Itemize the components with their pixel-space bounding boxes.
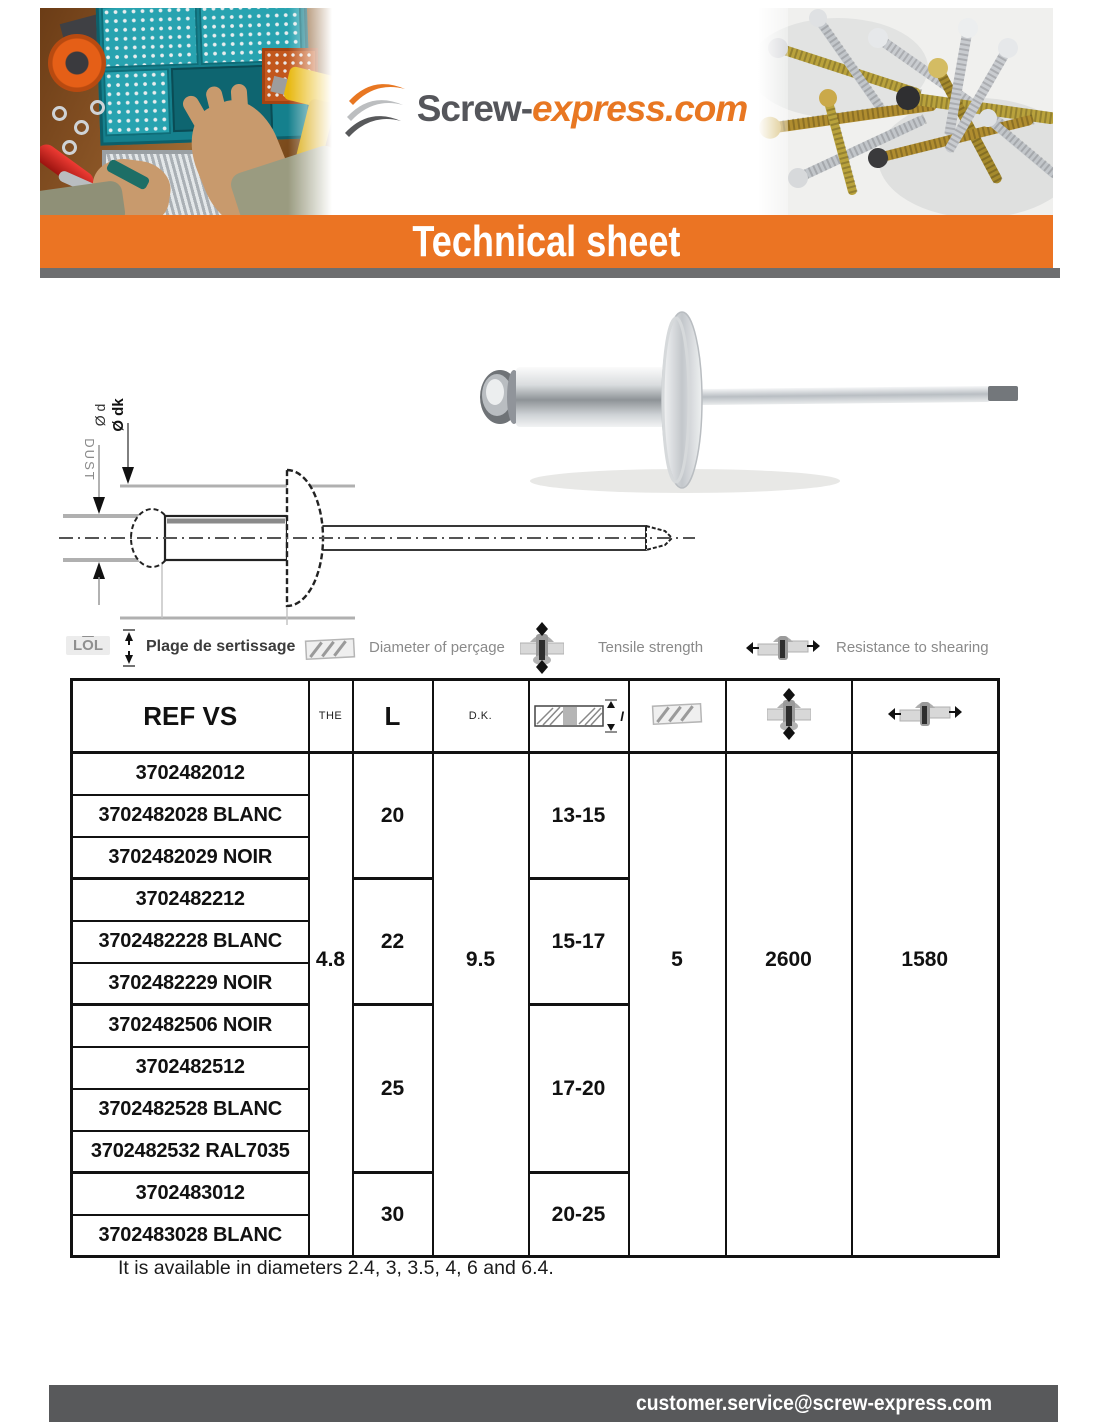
tensile-strength-icon <box>520 622 564 674</box>
stem-tip <box>988 386 1018 401</box>
banner <box>40 215 1053 268</box>
availability-note: It is available in diameters 2.4, 3, 3.5, 4, 6 and 6.4. <box>118 1257 554 1279</box>
col-header-l: L <box>353 680 433 753</box>
tensile-value-cell: 2600 <box>726 753 852 1257</box>
legend-tensile-label: Tensile strength <box>598 639 704 656</box>
rivet-technical-drawing <box>55 315 700 630</box>
screw-pile-photo <box>758 8 1053 215</box>
grip-value-cell: 13-15 <box>529 753 629 879</box>
dim-label-dk: Ø dk <box>110 398 127 432</box>
banner-title: Technical sheet <box>412 216 681 266</box>
the-value-cell: 4.8 <box>309 753 353 1257</box>
ref-cell: 3702482029 NOIR <box>72 837 309 879</box>
logo-text-screw: Screw- <box>416 87 533 129</box>
col-header-tensile <box>726 680 852 753</box>
legend-drill-label: Diameter of perçage <box>369 639 505 656</box>
legend-grip-label: Plage de sertissage <box>146 638 296 655</box>
grip-value-cell: 17-20 <box>529 1005 629 1173</box>
grip-value-cell: 15-17 <box>529 879 629 1005</box>
screw-pile-art <box>758 8 1053 215</box>
col-header-dk: D.K. <box>433 680 529 753</box>
drill-diameter-icon <box>649 701 705 727</box>
shear-resistance-icon <box>888 696 962 732</box>
ref-cell: 3702482528 BLANC <box>72 1089 309 1131</box>
shear-value-cell: 1580 <box>852 753 999 1257</box>
legend-shear-label: Resistance to shearing <box>836 639 989 656</box>
l-value-cell: 20 <box>353 753 433 879</box>
dim-label-dust: DUST <box>82 438 97 482</box>
shear-resistance-icon <box>746 630 820 666</box>
col-header-shear <box>852 680 999 753</box>
ref-cell: 3702483012 <box>72 1173 309 1215</box>
ref-cell: 3702483028 BLANC <box>72 1215 309 1257</box>
grip-range-code: $L\overline{O}L$ <box>66 636 110 655</box>
header-row <box>72 680 999 753</box>
ref-cell: 3702482012 <box>72 753 309 795</box>
spec-table <box>70 678 1000 1258</box>
logo-swoosh-icon <box>343 79 409 139</box>
ref-cell: 3702482229 NOIR <box>72 963 309 1005</box>
vertical-dimension-icon <box>120 628 138 668</box>
ref-cell: 3702482532 RAL7035 <box>72 1131 309 1173</box>
ref-cell: 3702482506 NOIR <box>72 1005 309 1047</box>
l-value-cell: 25 <box>353 1005 433 1173</box>
footer-bar <box>49 1385 1058 1422</box>
legend <box>62 628 1057 668</box>
ref-cell: 3702482028 BLANC <box>72 795 309 837</box>
tape-measure-shape <box>48 34 106 92</box>
col-header-the: THE <box>309 680 353 753</box>
col-header-drill <box>629 680 726 753</box>
logo <box>332 8 758 215</box>
col-header-grip-range <box>529 680 629 753</box>
dk-value-cell: 9.5 <box>433 753 529 1257</box>
tensile-strength-icon <box>767 688 811 740</box>
grip-value-cell: 20-25 <box>529 1173 629 1257</box>
logo-text-express: express.com <box>532 87 748 129</box>
ref-cell: 3702482228 BLANC <box>72 921 309 963</box>
svg-text:l: l <box>619 708 624 724</box>
table-row <box>72 753 999 795</box>
col-header-ref: REF VS <box>72 680 309 753</box>
l-value-cell: 22 <box>353 879 433 1005</box>
drill-diameter-icon <box>302 636 358 662</box>
customer-service-email: customer.service@screw-express.com <box>635 1391 992 1415</box>
grip-range-icon <box>533 692 625 736</box>
l-value-cell: 30 <box>353 1173 433 1257</box>
drill-value-cell: 5 <box>629 753 726 1257</box>
dim-label-d: Ø d <box>92 403 108 427</box>
ref-cell: 3702482512 <box>72 1047 309 1089</box>
mandrel-stem <box>698 386 990 405</box>
logo-text <box>417 88 748 130</box>
workbench-photo <box>40 8 332 215</box>
ref-cell: 3702482212 <box>72 879 309 921</box>
banner-underline <box>40 268 1060 278</box>
